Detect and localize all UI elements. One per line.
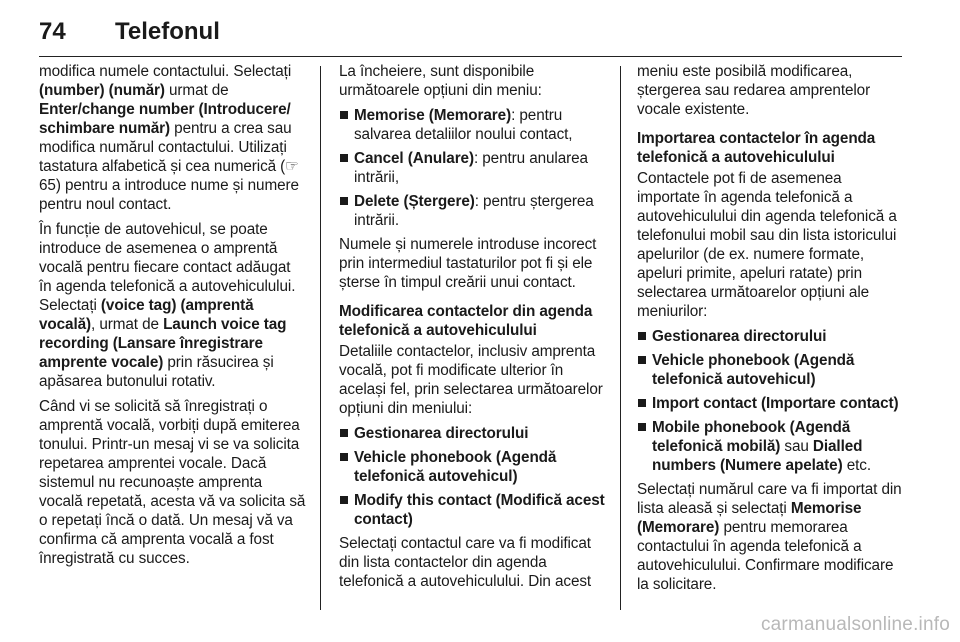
bullet-icon: [638, 399, 646, 407]
bullet-icon: [638, 356, 646, 364]
paragraph: Contactele pot fi de asemenea importate în agenda telefonică a autovehiculului din agenda telefonică a telefonului mobil sau din lista istoricului apelurilor (de ex. numere formate, apeluri primite, apeluri ratate) prin selectarea următoarelor opțiuni ale meniurilor:: [637, 170, 897, 320]
paragraph: La încheiere, sunt disponibile următoarele opțiuni din meniu:: [339, 63, 542, 99]
list-item: Vehicle phonebook (Agendă telefonică autovehicul): [339, 448, 607, 486]
column-3: [637, 62, 905, 600]
menu-path-list: [339, 424, 607, 529]
menu-path-list: [637, 327, 905, 475]
bullet-icon: [638, 332, 646, 340]
list-item: Gestionarea directorului: [637, 327, 905, 346]
list-item: Gestionarea directorului: [339, 424, 607, 443]
page-reference-icon: ☞: [285, 158, 299, 175]
bullet-icon: [340, 453, 348, 461]
paragraph: meniu este posibilă modificarea, ștergerea sau redarea amprentelor vocale existente.: [637, 63, 871, 118]
list-item: Mobile phonebook (Agendă telefonică mobilă) sau Dialled numbers (Numere apelate) etc.: [637, 418, 905, 475]
watermark: carmanualsonline.info: [760, 614, 950, 635]
menu-options-list: [339, 106, 607, 230]
column-1: [39, 62, 307, 574]
column-divider: [620, 66, 621, 610]
bullet-icon: [340, 496, 348, 504]
page-title: Telefonul: [115, 18, 220, 45]
page-number: 74: [39, 18, 66, 45]
list-item: Cancel (Anulare): pentru anularea intrării,: [339, 149, 607, 187]
list-item: Modify this contact (Modifică acest contact): [339, 491, 607, 529]
paragraph: Detaliile contactelor, inclusiv amprenta vocală, pot fi modificate ulterior în același fel, prin selectarea următoarelor opțiuni din meniului:: [339, 343, 603, 417]
header-rule: [39, 56, 902, 57]
paragraph: Când vi se solicită să înregistrați o amprentă vocală, vorbiți după emiterea tonului. Printr-un mesaj vi se va solicita repetarea amprentei vocale. Dacă sistemul nu recunoaște amprenta vocală repetată, acesta vă va solicita să o repetați încă o dată. Un mesaj vă va confirma că amprenta vocală a fost înregistrată cu succes.: [39, 398, 306, 567]
section-heading: Importarea contactelor în agenda telefonică a autovehiculului: [637, 130, 876, 166]
paragraph: modifica numele contactului. Selectați (number) (număr) urmat de Enter/change number (Introducere/ schimbare număr) pentru a crea sau modifica numărul contactului. Utilizați tastatura alfabetică și cea numerică (☞ 65) pentru a introduce nume și numere pentru noul contact.: [39, 63, 299, 213]
bullet-icon: [340, 111, 348, 119]
list-item: Delete (Ștergere): pentru ștergerea intrării.: [339, 192, 607, 230]
list-item: Memorise (Memorare): pentru salvarea detaliilor noului contact,: [339, 106, 607, 144]
paragraph: În funcție de autovehicul, se poate introduce de asemenea o amprentă vocală pentru fiecare contact adăugat în agenda telefonică a autovehiculului. Selectați (voice tag) (amprentă vocală), urmat de Launch voice tag recording (Lansare înregistrare amprente vocale) prin răsucirea și apăsarea butonului rotativ.: [39, 221, 296, 390]
list-item: Import contact (Importare contact): [637, 394, 905, 413]
bullet-icon: [638, 423, 646, 431]
column-divider: [320, 66, 321, 610]
section-heading: Modificarea contactelor din agenda telefonică a autovehiculului: [339, 303, 593, 339]
paragraph: Selectați contactul care va fi modificat din lista contactelor din agenda telefonică a autovehiculului. Din acest: [339, 535, 592, 590]
list-item: Vehicle phonebook (Agendă telefonică autovehicul): [637, 351, 905, 389]
page-header: [39, 14, 921, 54]
bullet-icon: [340, 197, 348, 205]
paragraph: Selectați numărul care va fi importat din lista aleasă și selectați Memorise (Memorare) pentru memorarea contactului în agenda telefonică a autovehiculului. Confirmare modificare la solicitare.: [637, 481, 902, 593]
bullet-icon: [340, 154, 348, 162]
paragraph: Numele și numerele introduse incorect prin intermediul tastaturilor pot fi și ele șterse în timpul creării unui contact.: [339, 236, 597, 291]
column-2: [339, 62, 607, 597]
bullet-icon: [340, 429, 348, 437]
